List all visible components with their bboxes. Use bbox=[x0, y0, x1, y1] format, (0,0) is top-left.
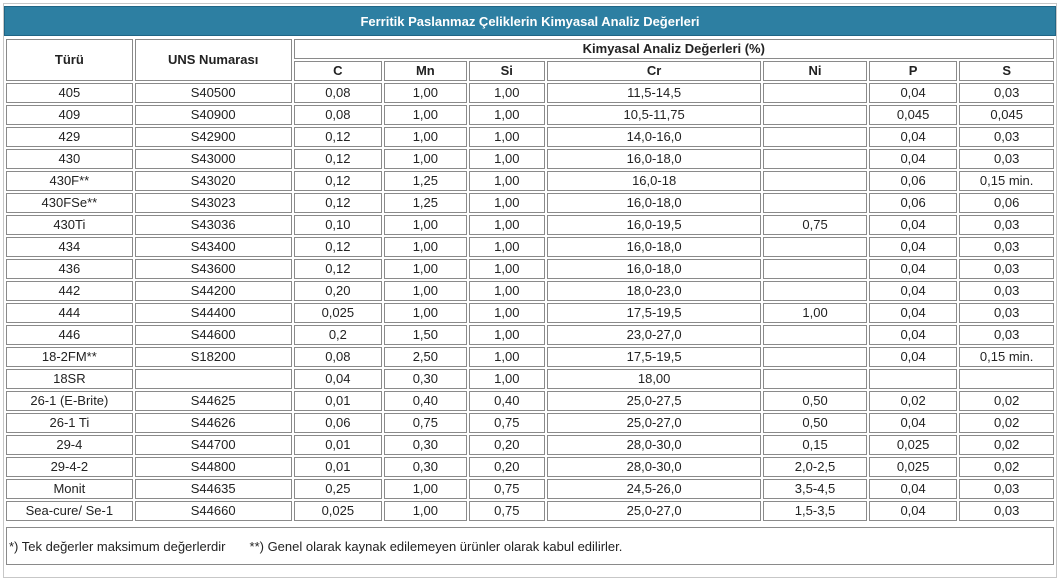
cell-si: 0,20 bbox=[469, 457, 545, 477]
table-row bbox=[6, 369, 1054, 389]
cell-si: 1,00 bbox=[469, 259, 545, 279]
cell-mn: 1,00 bbox=[384, 127, 466, 147]
footer-note-single-values: *) Tek değerler maksimum değerlerdir bbox=[9, 538, 226, 554]
header-element-p: P bbox=[869, 61, 958, 81]
cell-ni bbox=[763, 171, 867, 191]
footer-note-not-weldable: **) Genel olarak kaynak edilemeyen ürünler olarak kabul edilirler. bbox=[249, 538, 623, 554]
cell-ni bbox=[763, 149, 867, 169]
cell-s: 0,02 bbox=[959, 413, 1054, 433]
cell-type: 18SR bbox=[6, 369, 133, 389]
cell-si: 1,00 bbox=[469, 303, 545, 323]
header-element-si: Si bbox=[469, 61, 545, 81]
cell-mn: 1,25 bbox=[384, 171, 466, 191]
cell-type: 430F** bbox=[6, 171, 133, 191]
cell-ni: 1,00 bbox=[763, 303, 867, 323]
table-row bbox=[6, 303, 1054, 323]
cell-type: Sea-cure/ Se-1 bbox=[6, 501, 133, 521]
cell-p: 0,04 bbox=[869, 127, 958, 147]
cell-c: 0,12 bbox=[294, 171, 383, 191]
cell-mn: 1,00 bbox=[384, 501, 466, 521]
table-row bbox=[6, 479, 1054, 499]
cell-cr: 16,0-18,0 bbox=[547, 237, 761, 257]
cell-type: 18-2FM** bbox=[6, 347, 133, 367]
cell-s: 0,03 bbox=[959, 83, 1054, 103]
cell-ni bbox=[763, 105, 867, 125]
cell-mn: 0,30 bbox=[384, 457, 466, 477]
cell-mn: 1,00 bbox=[384, 83, 466, 103]
cell-p bbox=[869, 369, 958, 389]
cell-ni bbox=[763, 347, 867, 367]
cell-uns: S44635 bbox=[135, 479, 292, 499]
table-row bbox=[6, 457, 1054, 477]
cell-ni bbox=[763, 281, 867, 301]
cell-p: 0,04 bbox=[869, 149, 958, 169]
cell-p: 0,04 bbox=[869, 325, 958, 345]
table-row bbox=[6, 435, 1054, 455]
cell-p: 0,04 bbox=[869, 215, 958, 235]
header-element-cr: Cr bbox=[547, 61, 761, 81]
cell-ni: 0,50 bbox=[763, 391, 867, 411]
cell-uns: S43600 bbox=[135, 259, 292, 279]
cell-si: 1,00 bbox=[469, 193, 545, 213]
cell-ni bbox=[763, 127, 867, 147]
table-row bbox=[6, 413, 1054, 433]
cell-type: Monit bbox=[6, 479, 133, 499]
cell-s: 0,03 bbox=[959, 149, 1054, 169]
cell-uns: S43023 bbox=[135, 193, 292, 213]
cell-type: 436 bbox=[6, 259, 133, 279]
cell-cr: 28,0-30,0 bbox=[547, 457, 761, 477]
cell-p: 0,045 bbox=[869, 105, 958, 125]
cell-ni: 1,5-3,5 bbox=[763, 501, 867, 521]
cell-type: 26-1 (E-Brite) bbox=[6, 391, 133, 411]
cell-p: 0,04 bbox=[869, 83, 958, 103]
cell-uns: S40500 bbox=[135, 83, 292, 103]
cell-cr: 16,0-18,0 bbox=[547, 149, 761, 169]
cell-mn: 1,50 bbox=[384, 325, 466, 345]
cell-c: 0,25 bbox=[294, 479, 383, 499]
table-body bbox=[6, 83, 1054, 521]
cell-type: 29-4-2 bbox=[6, 457, 133, 477]
header-type: Türü bbox=[6, 39, 133, 81]
cell-uns: S44400 bbox=[135, 303, 292, 323]
table-row bbox=[6, 501, 1054, 521]
cell-mn: 1,00 bbox=[384, 149, 466, 169]
cell-si: 1,00 bbox=[469, 347, 545, 367]
table-row bbox=[6, 391, 1054, 411]
cell-s: 0,03 bbox=[959, 259, 1054, 279]
cell-mn: 1,00 bbox=[384, 215, 466, 235]
table-row bbox=[6, 237, 1054, 257]
cell-ni bbox=[763, 237, 867, 257]
cell-s: 0,03 bbox=[959, 303, 1054, 323]
cell-cr: 10,5-11,75 bbox=[547, 105, 761, 125]
table-row bbox=[6, 325, 1054, 345]
table-row bbox=[6, 127, 1054, 147]
cell-uns: S44660 bbox=[135, 501, 292, 521]
cell-ni bbox=[763, 259, 867, 279]
cell-s: 0,03 bbox=[959, 281, 1054, 301]
cell-cr: 23,0-27,0 bbox=[547, 325, 761, 345]
cell-mn: 1,00 bbox=[384, 105, 466, 125]
cell-type: 430Ti bbox=[6, 215, 133, 235]
cell-s: 0,15 min. bbox=[959, 347, 1054, 367]
cell-uns: S44625 bbox=[135, 391, 292, 411]
cell-c: 0,12 bbox=[294, 193, 383, 213]
header-element-s: S bbox=[959, 61, 1054, 81]
cell-c: 0,01 bbox=[294, 391, 383, 411]
cell-mn: 0,40 bbox=[384, 391, 466, 411]
table-row bbox=[6, 259, 1054, 279]
cell-s: 0,06 bbox=[959, 193, 1054, 213]
table-row bbox=[6, 171, 1054, 191]
cell-s: 0,02 bbox=[959, 435, 1054, 455]
cell-si: 1,00 bbox=[469, 149, 545, 169]
cell-ni: 3,5-4,5 bbox=[763, 479, 867, 499]
cell-p: 0,06 bbox=[869, 171, 958, 191]
header-element-mn: Mn bbox=[384, 61, 466, 81]
cell-si: 1,00 bbox=[469, 83, 545, 103]
cell-c: 0,08 bbox=[294, 347, 383, 367]
cell-mn: 0,30 bbox=[384, 435, 466, 455]
cell-c: 0,12 bbox=[294, 127, 383, 147]
cell-si: 0,75 bbox=[469, 413, 545, 433]
cell-mn: 1,00 bbox=[384, 259, 466, 279]
cell-s: 0,03 bbox=[959, 215, 1054, 235]
cell-cr: 25,0-27,0 bbox=[547, 501, 761, 521]
table-row bbox=[6, 149, 1054, 169]
cell-type: 442 bbox=[6, 281, 133, 301]
cell-mn: 1,25 bbox=[384, 193, 466, 213]
cell-c: 0,12 bbox=[294, 259, 383, 279]
cell-ni: 2,0-2,5 bbox=[763, 457, 867, 477]
cell-cr: 17,5-19,5 bbox=[547, 303, 761, 323]
cell-uns: S43400 bbox=[135, 237, 292, 257]
cell-p: 0,04 bbox=[869, 501, 958, 521]
cell-c: 0,10 bbox=[294, 215, 383, 235]
cell-type: 430FSe** bbox=[6, 193, 133, 213]
cell-si: 1,00 bbox=[469, 105, 545, 125]
cell-si: 1,00 bbox=[469, 171, 545, 191]
table-row bbox=[6, 215, 1054, 235]
cell-uns bbox=[135, 369, 292, 389]
cell-s bbox=[959, 369, 1054, 389]
cell-type: 409 bbox=[6, 105, 133, 125]
cell-uns: S43020 bbox=[135, 171, 292, 191]
cell-cr: 16,0-18,0 bbox=[547, 259, 761, 279]
cell-cr: 11,5-14,5 bbox=[547, 83, 761, 103]
cell-c: 0,01 bbox=[294, 435, 383, 455]
cell-uns: S42900 bbox=[135, 127, 292, 147]
cell-type: 446 bbox=[6, 325, 133, 345]
cell-cr: 28,0-30,0 bbox=[547, 435, 761, 455]
cell-s: 0,045 bbox=[959, 105, 1054, 125]
cell-si: 1,00 bbox=[469, 127, 545, 147]
cell-s: 0,03 bbox=[959, 479, 1054, 499]
table-row bbox=[6, 193, 1054, 213]
cell-c: 0,2 bbox=[294, 325, 383, 345]
cell-s: 0,03 bbox=[959, 127, 1054, 147]
cell-cr: 16,0-19,5 bbox=[547, 215, 761, 235]
cell-uns: S18200 bbox=[135, 347, 292, 367]
cell-c: 0,06 bbox=[294, 413, 383, 433]
cell-si: 1,00 bbox=[469, 325, 545, 345]
cell-ni bbox=[763, 369, 867, 389]
cell-si: 1,00 bbox=[469, 281, 545, 301]
cell-type: 26-1 Ti bbox=[6, 413, 133, 433]
cell-uns: S40900 bbox=[135, 105, 292, 125]
header-element-c: C bbox=[294, 61, 383, 81]
cell-p: 0,04 bbox=[869, 347, 958, 367]
cell-mn: 2,50 bbox=[384, 347, 466, 367]
cell-p: 0,04 bbox=[869, 303, 958, 323]
cell-mn: 1,00 bbox=[384, 237, 466, 257]
table-title: Ferritik Paslanmaz Çeliklerin Kimyasal Analiz Değerleri bbox=[4, 6, 1056, 36]
cell-p: 0,04 bbox=[869, 479, 958, 499]
cell-si: 0,75 bbox=[469, 501, 545, 521]
cell-p: 0,04 bbox=[869, 281, 958, 301]
header-uns: UNS Numarası bbox=[135, 39, 292, 81]
cell-cr: 25,0-27,5 bbox=[547, 391, 761, 411]
cell-s: 0,15 min. bbox=[959, 171, 1054, 191]
cell-type: 444 bbox=[6, 303, 133, 323]
cell-ni: 0,50 bbox=[763, 413, 867, 433]
cell-si: 1,00 bbox=[469, 237, 545, 257]
footer-notes bbox=[6, 527, 1054, 565]
cell-uns: S44600 bbox=[135, 325, 292, 345]
cell-type: 405 bbox=[6, 83, 133, 103]
table-row bbox=[6, 83, 1054, 103]
cell-cr: 18,00 bbox=[547, 369, 761, 389]
cell-c: 0,08 bbox=[294, 105, 383, 125]
cell-si: 1,00 bbox=[469, 369, 545, 389]
cell-c: 0,12 bbox=[294, 149, 383, 169]
cell-cr: 16,0-18 bbox=[547, 171, 761, 191]
cell-mn: 0,30 bbox=[384, 369, 466, 389]
cell-p: 0,04 bbox=[869, 237, 958, 257]
cell-ni bbox=[763, 83, 867, 103]
header-element-ni: Ni bbox=[763, 61, 867, 81]
cell-mn: 1,00 bbox=[384, 303, 466, 323]
cell-type: 29-4 bbox=[6, 435, 133, 455]
cell-cr: 14,0-16,0 bbox=[547, 127, 761, 147]
cell-cr: 17,5-19,5 bbox=[547, 347, 761, 367]
cell-p: 0,04 bbox=[869, 413, 958, 433]
cell-c: 0,04 bbox=[294, 369, 383, 389]
cell-p: 0,025 bbox=[869, 435, 958, 455]
cell-mn: 1,00 bbox=[384, 281, 466, 301]
cell-mn: 1,00 bbox=[384, 479, 466, 499]
analysis-table bbox=[4, 37, 1056, 523]
cell-s: 0,03 bbox=[959, 237, 1054, 257]
cell-si: 0,75 bbox=[469, 479, 545, 499]
cell-ni bbox=[763, 193, 867, 213]
cell-si: 1,00 bbox=[469, 215, 545, 235]
cell-c: 0,01 bbox=[294, 457, 383, 477]
cell-cr: 25,0-27,0 bbox=[547, 413, 761, 433]
cell-type: 434 bbox=[6, 237, 133, 257]
cell-type: 429 bbox=[6, 127, 133, 147]
cell-p: 0,04 bbox=[869, 259, 958, 279]
cell-c: 0,025 bbox=[294, 501, 383, 521]
cell-c: 0,12 bbox=[294, 237, 383, 257]
header-analysis: Kimyasal Analiz Değerleri (%) bbox=[294, 39, 1054, 59]
cell-si: 0,40 bbox=[469, 391, 545, 411]
table-row bbox=[6, 347, 1054, 367]
cell-cr: 18,0-23,0 bbox=[547, 281, 761, 301]
cell-s: 0,02 bbox=[959, 391, 1054, 411]
cell-uns: S44800 bbox=[135, 457, 292, 477]
cell-ni: 0,15 bbox=[763, 435, 867, 455]
cell-s: 0,03 bbox=[959, 325, 1054, 345]
cell-c: 0,08 bbox=[294, 83, 383, 103]
cell-uns: S43036 bbox=[135, 215, 292, 235]
cell-uns: S43000 bbox=[135, 149, 292, 169]
cell-p: 0,025 bbox=[869, 457, 958, 477]
cell-p: 0,06 bbox=[869, 193, 958, 213]
table-row bbox=[6, 281, 1054, 301]
cell-type: 430 bbox=[6, 149, 133, 169]
cell-s: 0,03 bbox=[959, 501, 1054, 521]
cell-uns: S44200 bbox=[135, 281, 292, 301]
cell-uns: S44626 bbox=[135, 413, 292, 433]
cell-mn: 0,75 bbox=[384, 413, 466, 433]
cell-cr: 24,5-26,0 bbox=[547, 479, 761, 499]
cell-ni bbox=[763, 325, 867, 345]
cell-c: 0,20 bbox=[294, 281, 383, 301]
cell-ni: 0,75 bbox=[763, 215, 867, 235]
cell-uns: S44700 bbox=[135, 435, 292, 455]
cell-si: 0,20 bbox=[469, 435, 545, 455]
cell-p: 0,02 bbox=[869, 391, 958, 411]
cell-cr: 16,0-18,0 bbox=[547, 193, 761, 213]
cell-c: 0,025 bbox=[294, 303, 383, 323]
cell-s: 0,02 bbox=[959, 457, 1054, 477]
table-row bbox=[6, 105, 1054, 125]
